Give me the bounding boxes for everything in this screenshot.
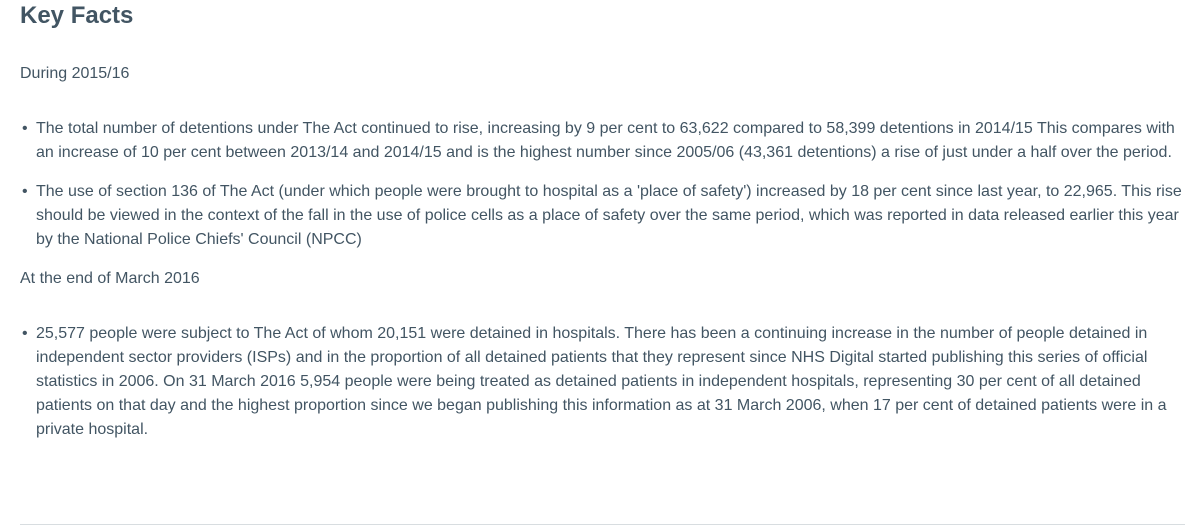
bullet-icon: • bbox=[22, 325, 28, 342]
bullet-list-2015-16 bbox=[20, 117, 1185, 252]
bullet-icon: • bbox=[22, 183, 28, 200]
section-divider bbox=[20, 524, 1185, 525]
bullet-icon: • bbox=[22, 120, 28, 137]
list-item bbox=[20, 117, 1185, 165]
list-item-text: 25,577 people were subject to The Act of whom 20,151 were detained in hospitals. There has been a continuing increase in the number of people detained in independent sector providers (ISPs) and in the proportion of all detained patients that they represent since NHS Digital started publishing this series of official statistics in 2006. On 31 March 2016 5,954 people were being treated as detained patients in independent hospitals, representing 30 per cent of all detained patients on that day and the highest proportion since we began publishing this information as at 31 March 2006, when 17 per cent of detained patients were in a private hospital. bbox=[36, 325, 1167, 438]
list-item-text: The total number of detentions under The Act continued to rise, increasing by 9 per cent to 63,622 compared to 58,399 detentions in 2014/15 This compares with an increase of 10 per cent between 2013/14 and 2014/15 and is the highest number since 2005/06 (43,361 detentions) a rise of just under a half over the period. bbox=[36, 120, 1175, 161]
period-intro-2015-16: During 2015/16 bbox=[20, 65, 130, 82]
list-item bbox=[20, 322, 1185, 442]
list-item bbox=[20, 180, 1185, 252]
page-title: Key Facts bbox=[20, 2, 134, 29]
bullet-list-march-2016 bbox=[20, 322, 1185, 442]
key-facts-section bbox=[20, 0, 1185, 442]
list-item-text: The use of section 136 of The Act (under which people were brought to hospital as a 'place of safety') increased by 18 per cent since last year, to 22,965. This rise should be viewed in the context of the fall in the use of police cells as a place of safety over the same period, which was reported in data released earlier this year by the National Police Chiefs' Council (NPCC) bbox=[36, 183, 1182, 248]
period-intro-march-2016: At the end of March 2016 bbox=[20, 270, 200, 287]
